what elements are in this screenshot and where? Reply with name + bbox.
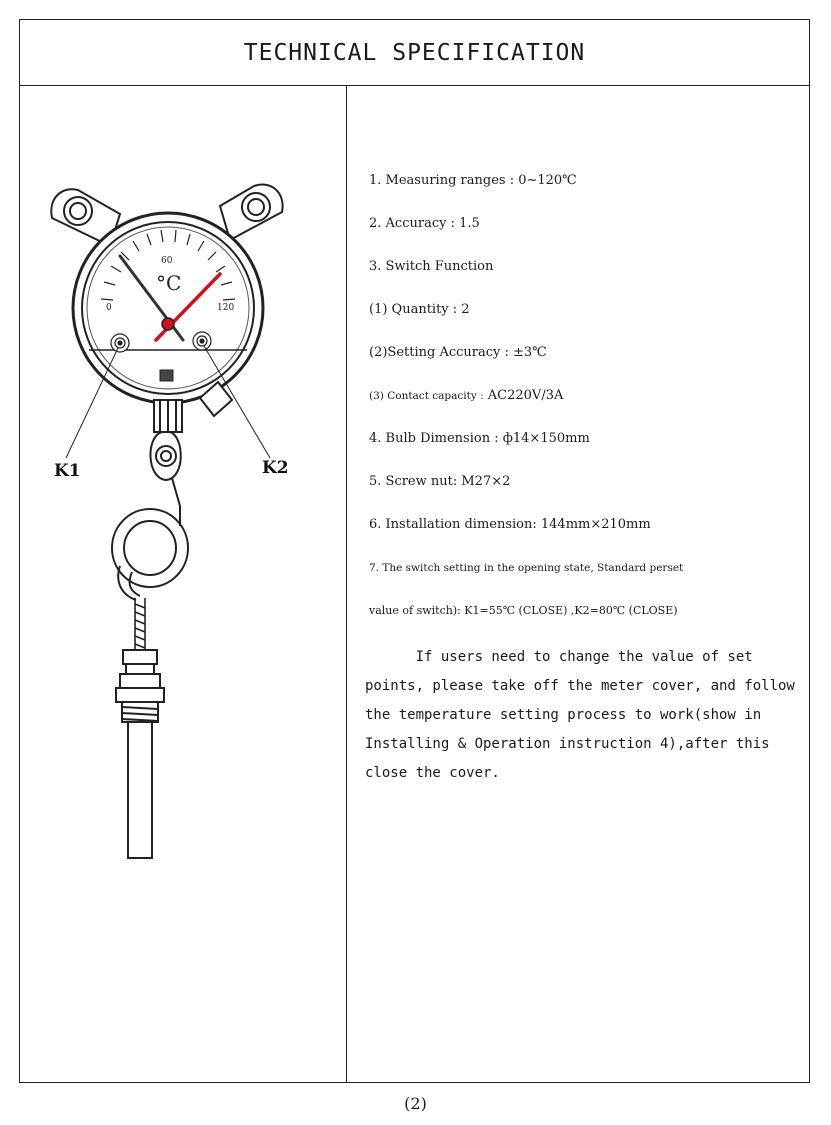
spring-guard [135,598,145,650]
contact-capacity-value: AC220V/3A [487,388,564,403]
spec-quantity: (1) Quantity : 2 [369,302,470,317]
k2-label: K2 [262,458,289,478]
spec-bulb-dimension: 4. Bulb Dimension : ф14×150mm [369,431,590,446]
capillary-coil [112,432,188,600]
k1-label: K1 [54,461,81,481]
thermometer-diagram [20,86,346,1083]
note-line-1: If users need to change the value of set [365,649,753,665]
specification-column [347,86,809,1083]
spec-setting-accuracy: (2)Setting Accuracy : ±3℃ [369,345,547,360]
spec-measuring-range: 1. Measuring ranges : 0~120℃ [369,173,577,188]
compression-fitting [116,650,164,722]
unit-label: °C [156,271,182,295]
k1-switch-knob [111,334,129,352]
spec-screw-nut: 5. Screw nut: M27×2 [369,474,511,489]
note-line-2: points, please take off the meter cover, and follow [365,678,795,694]
dial-stem [154,400,182,432]
spec-switch-function: 3. Switch Function [369,259,494,274]
note-line-4: Installing & Operation instruction 4),after this [365,736,770,752]
k2-switch-knob [193,332,211,350]
note-line-3: the temperature setting process to work(show in [365,707,762,723]
page-title: TECHNICAL SPECIFICATION [243,39,586,66]
scale-label-zero: 0 [106,303,112,313]
right-mounting-lug [220,184,283,240]
thermal-bulb [128,722,152,858]
spec-accuracy: 2. Accuracy : 1.5 [369,216,480,231]
setpoint-note [365,643,795,788]
manufacturer-logo [160,370,173,381]
page-number: (2) [404,1094,427,1113]
contact-capacity-label: (3) Contact capacity : [369,390,484,402]
spec-contact-capacity [369,388,563,403]
spec-switch-setting: 7. The switch setting in the opening state, Standard perset [369,562,684,574]
title-row [20,20,809,86]
note-line-5: close the cover. [365,765,500,781]
document-frame [19,19,810,1083]
spec-preset-values: value of switch): K1=55℃ (CLOSE) ,K2=80℃ (CLOSE) [369,604,678,617]
diagram-column [20,86,346,1083]
spec-installation-dimension: 6. Installation dimension: 144mm×210mm [369,517,651,532]
pointer-hub [162,318,174,330]
scale-label-max: 120 [217,303,235,313]
scale-label-sixty: 60 [161,256,173,266]
